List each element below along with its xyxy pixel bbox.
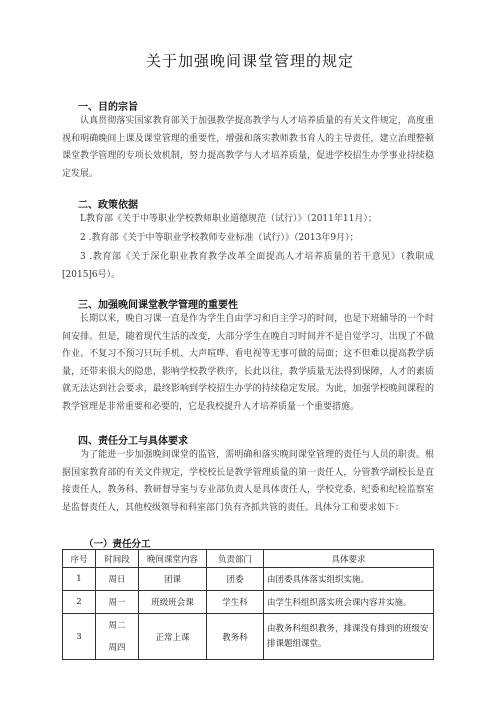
cell-dept: 教务科 [207, 614, 264, 660]
cell-dept: 团委 [207, 568, 264, 591]
section-heading-importance: 三、加强晚间课堂教学管理的重要性 [78, 300, 238, 311]
cell-content: 班级班会课 [139, 591, 207, 614]
table-row [63, 591, 434, 614]
cell-content: 团课 [139, 568, 207, 591]
section-body-importance: 长期以来，晚自习课一直是作为学生自由学习和自主学习的时间，也是下班辅导的一个时间安排。但是，随着现代生活的改变，大部分学生在晚自习时间并不是自觉学习，出现了不做作业、不复习不预习只玩手机、大声喧哗、看电视等无事可做的局面；这不但难以提高教学质量，还带来很大的隐患，影响学校教学秩序，长此以往，教学质量无法得到保障，人才的素质就无法达到社会要求，最终影响到学校招生办学的持续稳定发展。为此，加强学校晚间课程的教学管理是非常重要和必要的，它是我校提升人才培养质量一个重要措施。 [62, 314, 434, 412]
cell-time-start: 周二 [108, 620, 126, 631]
cell-requirement: 由团委具体落实组织实施。 [264, 568, 434, 591]
cell-dept: 学生科 [207, 591, 264, 614]
section-heading-responsibility: 四、责任分工与具体要求 [78, 436, 188, 447]
header-requirement: 具体要求 [264, 550, 434, 568]
policy-item-3: 3 .教育部《关于深化职业教育教学改革全面提高人才培养质量的若干意见》（教职成[2015]6号）。 [62, 252, 434, 280]
cell-no: 1 [63, 568, 96, 591]
table-caption: （一）责任分工 [84, 539, 151, 550]
cell-no: 2 [63, 591, 96, 614]
header-time: 时间段 [96, 550, 139, 568]
section-heading-purpose: 一、目的宗旨 [78, 102, 138, 113]
header-content: 晚间课堂内容 [139, 550, 207, 568]
cell-requirement: 由学生科组织落实班会课内容并实施。 [264, 591, 434, 614]
document-title: 关于加强晚间课堂管理的规定 [145, 52, 354, 70]
section-heading-policy: 二、政策依据 [78, 200, 138, 211]
table-row [63, 614, 434, 660]
cell-requirement: 由教务科组织教务，排课没有排到的班级安排课题组课堂。 [264, 614, 434, 660]
cell-time: 周一 [96, 591, 139, 614]
cell-time [96, 614, 139, 660]
table-header-row [63, 550, 434, 568]
policy-item-2: 2 .教育部《关于中等职业学校教师专业标准（试行）》（2013年9月）； [80, 233, 359, 243]
header-dept: 负责部门 [207, 550, 264, 568]
policy-item-1: L教育部《关于中等职业学校教师职业道德规范（试行）》（2011年11月）； [80, 214, 377, 224]
table-row [63, 568, 434, 591]
section-body-responsibility: 为了能进一步加强晚间课堂的监管，需明确和落实晚间课堂管理的责任与人员的职责。根据国家教育部的有关文件规定，学校校长是教学管理质量的第一责任人，分管教学副校长是直接责任人，教务科、教研督导室与专业部负责人是具体责任人，学校党委、纪委和纪检监察室是监督责任人，其他校级领导和科室部门负有齐抓共管的责任。具体分工和要求如下： [62, 450, 434, 513]
cell-no: 3 [63, 614, 96, 660]
cell-content: 正常上课 [139, 614, 207, 660]
header-no: 序号 [63, 550, 96, 568]
cell-time: 周日 [96, 568, 139, 591]
responsibility-table [62, 549, 434, 660]
cell-time-end: 周四 [108, 642, 126, 653]
section-body-purpose: 认真贯彻落实国家教育部关于加强教学提高教学与人才培养质量的有关文件规定，高度重视和明确晚间上课及课堂管理的重要性，增强和落实教师教书育人的主导责任，建立治理整顿课堂教学管理的专项长效机制，努力提高教学与人才培养质量，促进学校招生办学事业持续稳定发展。 [62, 116, 434, 179]
